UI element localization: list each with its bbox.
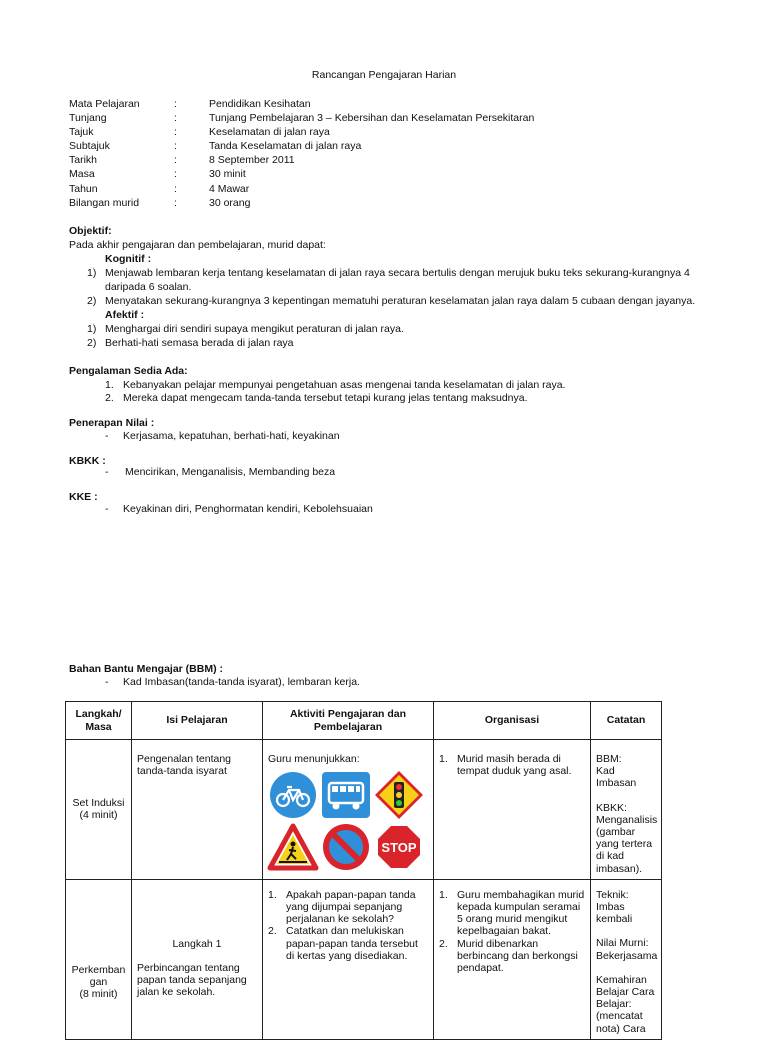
pengalaman-item-text: Kebanyakan pelajar mempunyai pengetahuan asas mengenai tanda keselamatan di jalan raya.	[123, 379, 566, 391]
kognitif-item-number: 1)	[87, 267, 97, 279]
organisasi-item-text: Murid masih berada di tempat duduk yang asal.	[457, 753, 572, 778]
header-isi: Isi Pelajaran	[132, 702, 263, 740]
aktiviti-item	[268, 925, 428, 962]
meta-key: Tajuk	[69, 126, 94, 139]
aktiviti-text: Guru menunjukkan:	[268, 753, 360, 765]
langkah-cell	[66, 879, 132, 1039]
meta-value: Pendidikan Kesihatan	[209, 98, 311, 110]
meta-colon: :	[174, 154, 177, 167]
kognitif-item-text: Menyatakan sekurang-kurangnya 3 kepentingan mematuhi peraturan keselamatan jalan raya dalam 5 cubaan dengan jayanya.	[105, 295, 696, 307]
stop-sign-icon	[374, 823, 424, 871]
kognitif-item-number: 2)	[87, 295, 97, 307]
meta-colon: :	[174, 196, 177, 209]
pedestrian-crossing-sign-icon	[268, 823, 318, 871]
langkah-time: (4 minit)	[79, 809, 118, 822]
catatan-value: Imbas kembali	[596, 901, 633, 926]
pengalaman-item-number: 2.	[105, 392, 114, 404]
kke-heading: KKE :	[69, 491, 98, 503]
organisasi-item-number: 2.	[439, 937, 448, 950]
catatan-value: Menganalisis (gambar yang tertera di kad imbasan).	[596, 813, 658, 875]
catatan-label: KBKK:	[596, 801, 627, 814]
document-title: Rancangan Pengajaran Harian	[311, 69, 457, 81]
meta-value: 4 Mawar	[209, 182, 250, 195]
no-parking-sign-icon	[321, 823, 371, 871]
catatan-value: Bekerjasama	[596, 949, 658, 962]
aktiviti-item	[268, 889, 428, 926]
header-organisasi: Organisasi	[434, 702, 591, 740]
langkah-name: Perkemban gan	[71, 964, 126, 989]
nilai-text: Kerjasama, kepatuhan, berhati-hati, keyakinan	[123, 430, 340, 442]
pengalaman-item-text: Mereka dapat mengecam tanda-tanda tersebut tetapi kurang jelas tentang maksudnya.	[123, 392, 528, 404]
meta-colon: :	[174, 168, 177, 181]
kbkk-text: Mencirikan, Menganalisis, Membanding beza	[125, 466, 336, 478]
meta-colon: :	[174, 112, 177, 125]
meta-value: 8 September 2011	[209, 154, 295, 167]
catatan-label: Nilai Murni:	[596, 937, 649, 950]
meta-colon: :	[174, 140, 177, 153]
afektif-item-text: Menghargai diri sendiri supaya mengikut peraturan di jalan raya.	[105, 323, 404, 335]
aktiviti-cell	[263, 740, 434, 880]
afektif-item-number: 2)	[87, 337, 97, 349]
meta-key: Tarikh	[69, 154, 98, 167]
kke-dash: -	[105, 503, 109, 515]
langkah-name: Set Induksi	[72, 797, 125, 810]
catatan-label: Teknik:	[596, 888, 629, 901]
aktiviti-item-number: 2.	[268, 925, 277, 938]
table-row	[66, 879, 662, 1039]
table-row	[66, 740, 662, 880]
organisasi-item	[439, 753, 585, 777]
organisasi-cell	[434, 879, 591, 1039]
meta-value: 30 minit	[209, 168, 246, 181]
isi-step: Langkah 1	[172, 937, 222, 950]
bicycle-sign-icon	[268, 771, 318, 819]
table-header-row	[66, 702, 662, 740]
pengalaman-heading: Pengalaman Sedia Ada:	[69, 365, 188, 377]
catatan-cell	[591, 879, 662, 1039]
aktiviti-item-number: 1.	[268, 888, 277, 901]
meta-value: Keselamatan di jalan raya	[209, 126, 330, 139]
sign-cards	[268, 771, 428, 871]
meta-value: Tanda Keselamatan di jalan raya	[209, 140, 362, 153]
organisasi-item-text: Murid dibenarkan berbincang dan berkongsi pendapat.	[457, 937, 578, 975]
meta-key: Subtajuk	[69, 140, 110, 153]
langkah-cell	[66, 740, 132, 880]
header-langkah: Langkah/ Masa	[66, 702, 132, 740]
isi-cell: Pengenalan tentang tanda-tanda isyarat	[132, 740, 263, 880]
catatan-cell	[591, 740, 662, 880]
meta-colon: :	[174, 182, 177, 195]
organisasi-cell	[434, 740, 591, 880]
isi-text: Perbincangan tentang papan tanda sepanjang jalan ke sekolah.	[137, 962, 247, 999]
nilai-dash: -	[105, 430, 109, 442]
nilai-heading: Penerapan Nilai :	[69, 417, 155, 429]
meta-value: 30 orang	[209, 196, 251, 209]
bbm-dash: -	[105, 676, 109, 688]
kognitif-label: Kognitif :	[105, 253, 152, 265]
aktiviti-item-text: Catatkan dan melukiskan papan-papan tanda tersebut di kertas yang disediakan.	[286, 925, 418, 962]
meta-key: Tunjang	[69, 112, 107, 125]
objektif-intro: Pada akhir pengajaran dan pembelajaran, murid dapat:	[69, 239, 326, 251]
afektif-item-number: 1)	[87, 323, 97, 335]
traffic-light-sign-icon	[374, 771, 424, 819]
meta-key: Bilangan murid	[69, 196, 140, 209]
meta-key: Tahun	[69, 182, 98, 195]
catatan-label: BBM:	[596, 753, 622, 765]
langkah-time: (8 minit)	[79, 988, 118, 1001]
pengalaman-item-number: 1.	[105, 379, 114, 391]
kognitif-item-text-cont: daripada 6 soalan.	[105, 281, 192, 293]
meta-colon: :	[174, 126, 177, 139]
kke-text: Keyakinan diri, Penghormatan kendiri, Kebolehsuaian	[123, 503, 373, 515]
header-catatan: Catatan	[591, 702, 662, 740]
organisasi-item-number: 1.	[439, 753, 448, 765]
organisasi-item	[439, 889, 585, 938]
organisasi-item-number: 1.	[439, 888, 448, 901]
bus-sign-icon	[321, 771, 371, 819]
isi-cell	[132, 879, 263, 1039]
organisasi-item	[439, 938, 585, 975]
lesson-steps-table	[65, 701, 662, 1040]
objektif-heading: Objektif:	[69, 225, 112, 237]
meta-value: Tunjang Pembelajaran 3 – Kebersihan dan Keselamatan Persekitaran	[209, 112, 535, 125]
organisasi-item-text: Guru membahagikan murid kepada kumpulan seramai 5 orang murid mengikut kepelbagaian bakat.	[457, 888, 585, 938]
kognitif-item-text: Menjawab lembaran kerja tentang keselamatan di jalan raya secara bertulis dengan merujuk buku teks sekurang-kurangnya 4	[105, 267, 690, 279]
bbm-heading: Bahan Bantu Mengajar (BBM) :	[69, 663, 224, 675]
afektif-item-text: Berhati-hati semasa berada di jalan raya	[105, 337, 294, 349]
bbm-text: Kad Imbasan(tanda-tanda isyarat), lembaran kerja.	[123, 676, 360, 688]
catatan-value: Kemahiran Belajar Cara Belajar: (mencatat nota) Cara	[596, 973, 655, 1035]
catatan-value: Kad Imbasan	[596, 765, 637, 790]
kbkk-heading: KBKK :	[69, 455, 106, 467]
meta-key: Mata Pelajaran	[69, 98, 140, 110]
aktiviti-cell	[263, 879, 434, 1039]
aktiviti-item-text: Apakah papan-papan tanda yang dijumpai sepanjang perjalanan ke sekolah?	[286, 888, 416, 926]
meta-key: Masa	[69, 168, 95, 181]
header-aktiviti: Aktiviti Pengajaran dan Pembelajaran	[263, 702, 434, 740]
afektif-label: Afektif :	[105, 309, 145, 321]
kbkk-dash: -	[105, 466, 109, 478]
meta-colon: :	[174, 98, 177, 110]
stop-sign-text: STOP	[381, 840, 417, 856]
